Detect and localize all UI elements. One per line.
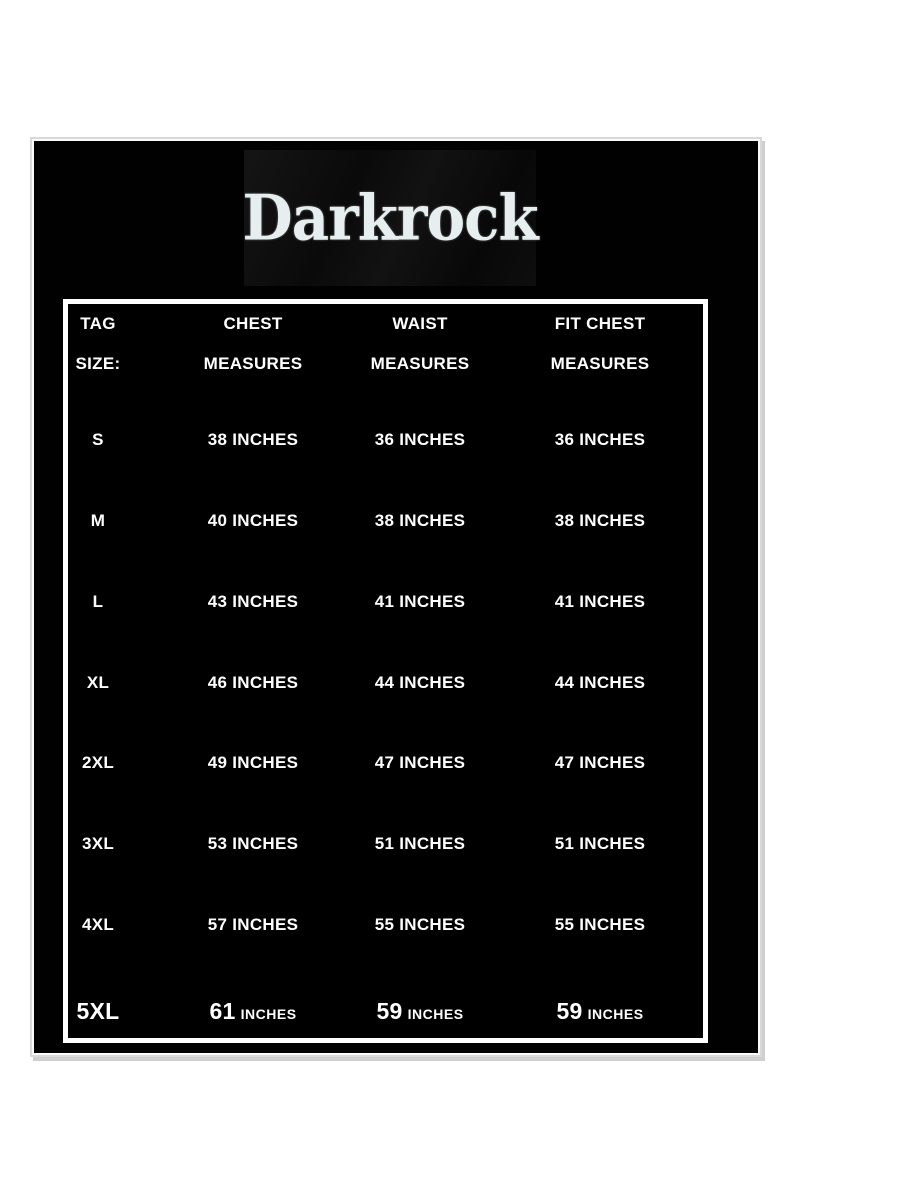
tag-size-cell: 2XL [81,753,115,772]
size-row-3xl [68,830,703,858]
waist-cell: 44 INCHES [374,673,466,692]
tag-size-cell: 5XL [76,998,120,1024]
table-header-line1 [68,310,703,338]
tag-size-cell: XL [86,673,110,692]
chest-cell: 38 INCHES [207,430,299,449]
fit-chest-cell: 55 INCHES [554,915,646,934]
column-header-fit-chest: FIT CHEST [554,314,646,333]
size-row-4xl [68,911,703,939]
tag-size-cell: L [92,592,104,611]
table-header-line2 [68,350,703,378]
waist-cell: 38 INCHES [374,511,466,530]
chest-cell: 53 INCHES [207,834,299,853]
waist-cell: 51 INCHES [374,834,466,853]
tag-size-cell: S [92,430,104,449]
size-row-m [68,507,703,535]
brand-name: Darkrock [242,181,538,255]
size-row-l [68,588,703,616]
chest-cell: 57 INCHES [207,915,299,934]
brand-logo [244,150,536,286]
fit-chest-cell: 38 INCHES [554,511,646,530]
black-panel [34,141,758,1053]
chest-cell: 46 INCHES [207,673,299,692]
waist-cell: 47 INCHES [374,753,466,772]
fit-chest-cell: 41 INCHES [554,592,646,611]
column-header-tag: TAG [80,314,116,333]
fit-chest-cell: 59 INCHES [556,998,644,1024]
column-header-waist: WAIST [392,314,448,333]
size-table-frame [63,299,708,1043]
waist-cell: 36 INCHES [374,430,466,449]
column-header-size: SIZE: [75,354,121,373]
fit-chest-cell: 51 INCHES [554,834,646,853]
size-row-xl [68,669,703,697]
size-row-s [68,426,703,454]
tag-size-cell: M [90,511,106,530]
size-row-2xl [68,749,703,777]
chest-cell: 43 INCHES [207,592,299,611]
waist-cell: 59 INCHES [376,998,464,1024]
fit-chest-cell: 36 INCHES [554,430,646,449]
column-header-waist-measures: MEASURES [370,354,470,373]
column-header-chest-measures: MEASURES [203,354,303,373]
column-header-fit-chest-measures: MEASURES [550,354,650,373]
waist-cell: 41 INCHES [374,592,466,611]
waist-cell: 55 INCHES [374,915,466,934]
fit-chest-cell: 44 INCHES [554,673,646,692]
tag-size-cell: 3XL [81,834,115,853]
column-header-chest: CHEST [223,314,283,333]
tag-size-cell: 4XL [81,915,115,934]
chest-cell: 49 INCHES [207,753,299,772]
chest-cell: 61 INCHES [209,998,297,1024]
fit-chest-cell: 47 INCHES [554,753,646,772]
chest-cell: 40 INCHES [207,511,299,530]
size-row-5xl [68,997,703,1025]
